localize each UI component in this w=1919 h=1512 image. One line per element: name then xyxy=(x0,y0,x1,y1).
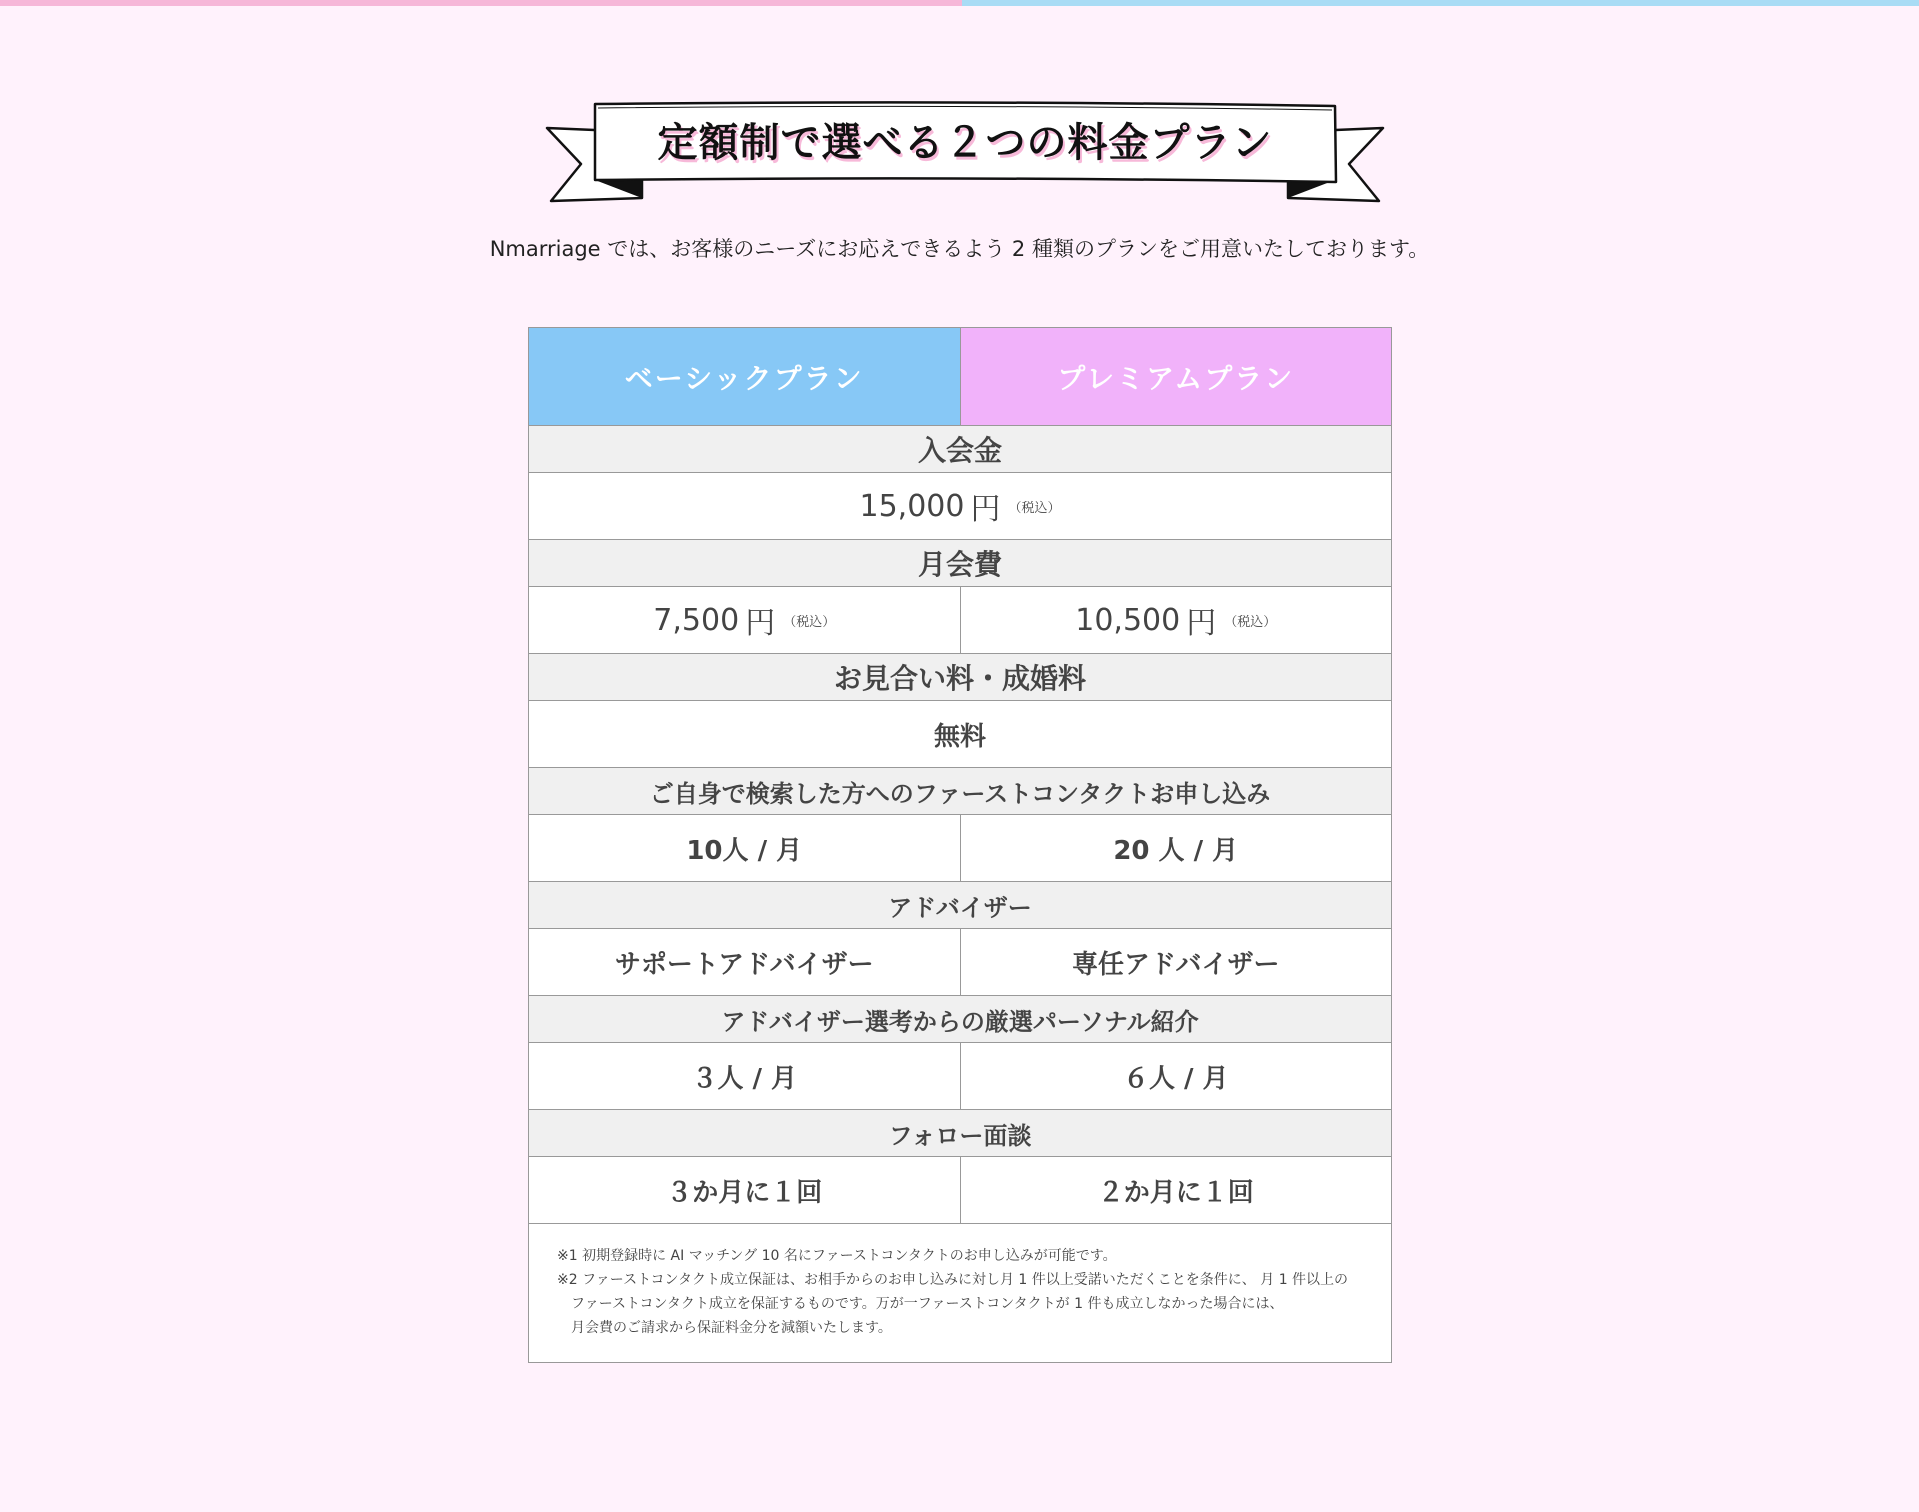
adviser-label-row xyxy=(529,882,1391,929)
basic-follow-up-value: ３か月に１回 xyxy=(666,1177,823,1208)
premium-adviser-value: 専任アドバイザー xyxy=(960,929,1392,995)
admission-fee-amount: 15,000 xyxy=(859,488,965,524)
basic-monthly-amount: 7,500 xyxy=(653,602,740,638)
admission-tax-note: （税込） xyxy=(1008,500,1061,516)
personal-intro-label-row xyxy=(529,996,1391,1043)
title-ribbon-banner xyxy=(545,98,1385,210)
page-title: 定額制で選べる２つの料金プラン xyxy=(657,120,1273,166)
adviser-value-row xyxy=(529,929,1391,996)
admission-fee-value xyxy=(529,473,1391,539)
footnote-2-line-3: 月会費のご請求から保証料金分を減額いたします。 xyxy=(571,1320,892,1336)
basic-adviser-value: サポートアドバイザー xyxy=(614,949,874,980)
first-contact-label-row xyxy=(529,768,1391,815)
adviser-label: アドバイザー xyxy=(888,893,1032,922)
personal-intro-label: アドバイザー選考からの厳選パーソナル紹介 xyxy=(721,1007,1199,1036)
top-accent-bar-pink xyxy=(0,0,962,6)
basic-monthly-unit: 円 xyxy=(745,606,776,641)
meeting-fee-label: お見合い料・成婚料 xyxy=(833,662,1086,695)
meeting-fee-value-row xyxy=(529,701,1391,768)
premium-monthly-unit: 円 xyxy=(1186,606,1217,641)
plan-header-row xyxy=(529,328,1391,426)
meeting-fee-label-row xyxy=(529,654,1391,701)
basic-personal-intro-value: ３人 / 月 xyxy=(691,1063,798,1094)
monthly-label-row xyxy=(529,540,1391,587)
follow-up-label-row xyxy=(529,1110,1391,1157)
personal-intro-value-row xyxy=(529,1043,1391,1110)
premium-monthly-tax-note: （税込） xyxy=(1224,614,1277,630)
basic-monthly-tax-note: （税込） xyxy=(783,614,836,630)
top-accent-bar-blue xyxy=(962,0,1919,6)
premium-personal-intro-value: ６人 / 月 xyxy=(960,1043,1392,1109)
monthly-value-row xyxy=(529,587,1391,654)
premium-monthly-amount: 10,500 xyxy=(1075,602,1181,638)
footnote-2-line-2: ファーストコンタクト成立を保証するものです。万が一ファーストコンタクトが 1 件も成立しなかった場合には、 xyxy=(571,1296,1284,1312)
pricing-table xyxy=(528,327,1392,1363)
meeting-fee-value: 無料 xyxy=(933,721,986,752)
admission-fee-label: 入会金 xyxy=(917,434,1002,467)
follow-up-label: フォロー面談 xyxy=(888,1121,1032,1150)
footnotes xyxy=(529,1224,1391,1362)
basic-monthly-fee xyxy=(529,587,960,653)
top-accent-bar xyxy=(0,0,1919,6)
basic-plan-header: ベーシックプラン xyxy=(529,328,960,425)
footnote-1: ※1 初期登録時に AI マッチング 10 名にファーストコンタクトのお申し込みが可能です。 xyxy=(557,1248,1117,1264)
admission-value-row xyxy=(529,473,1391,540)
basic-first-contact-value: 10人 / 月 xyxy=(686,835,803,866)
follow-up-value-row xyxy=(529,1157,1391,1224)
premium-plan-header: プレミアムプラン xyxy=(960,328,1392,425)
monthly-fee-label: 月会費 xyxy=(917,548,1002,581)
intro-text: Nmarriage では、お客様のニーズにお応えできるよう 2 種類のプランをご用意いたしております。 xyxy=(489,237,1430,261)
first-contact-value-row xyxy=(529,815,1391,882)
footnote-2-line-1: ※2 ファーストコンタクト成立保証は、お相手からのお申し込みに対し月 1 件以上受諾いただくことを条件に、 月 1 件以上の xyxy=(557,1272,1349,1288)
admission-fee-unit: 円 xyxy=(970,492,1001,527)
premium-monthly-fee xyxy=(960,587,1392,653)
admission-label-row xyxy=(529,426,1391,473)
premium-follow-up-value: ２か月に１回 xyxy=(960,1157,1392,1223)
premium-first-contact-value: 20 人 / 月 xyxy=(960,815,1392,881)
first-contact-label: ご自身で検索した方へのファーストコンタクトお申し込み xyxy=(649,779,1271,808)
